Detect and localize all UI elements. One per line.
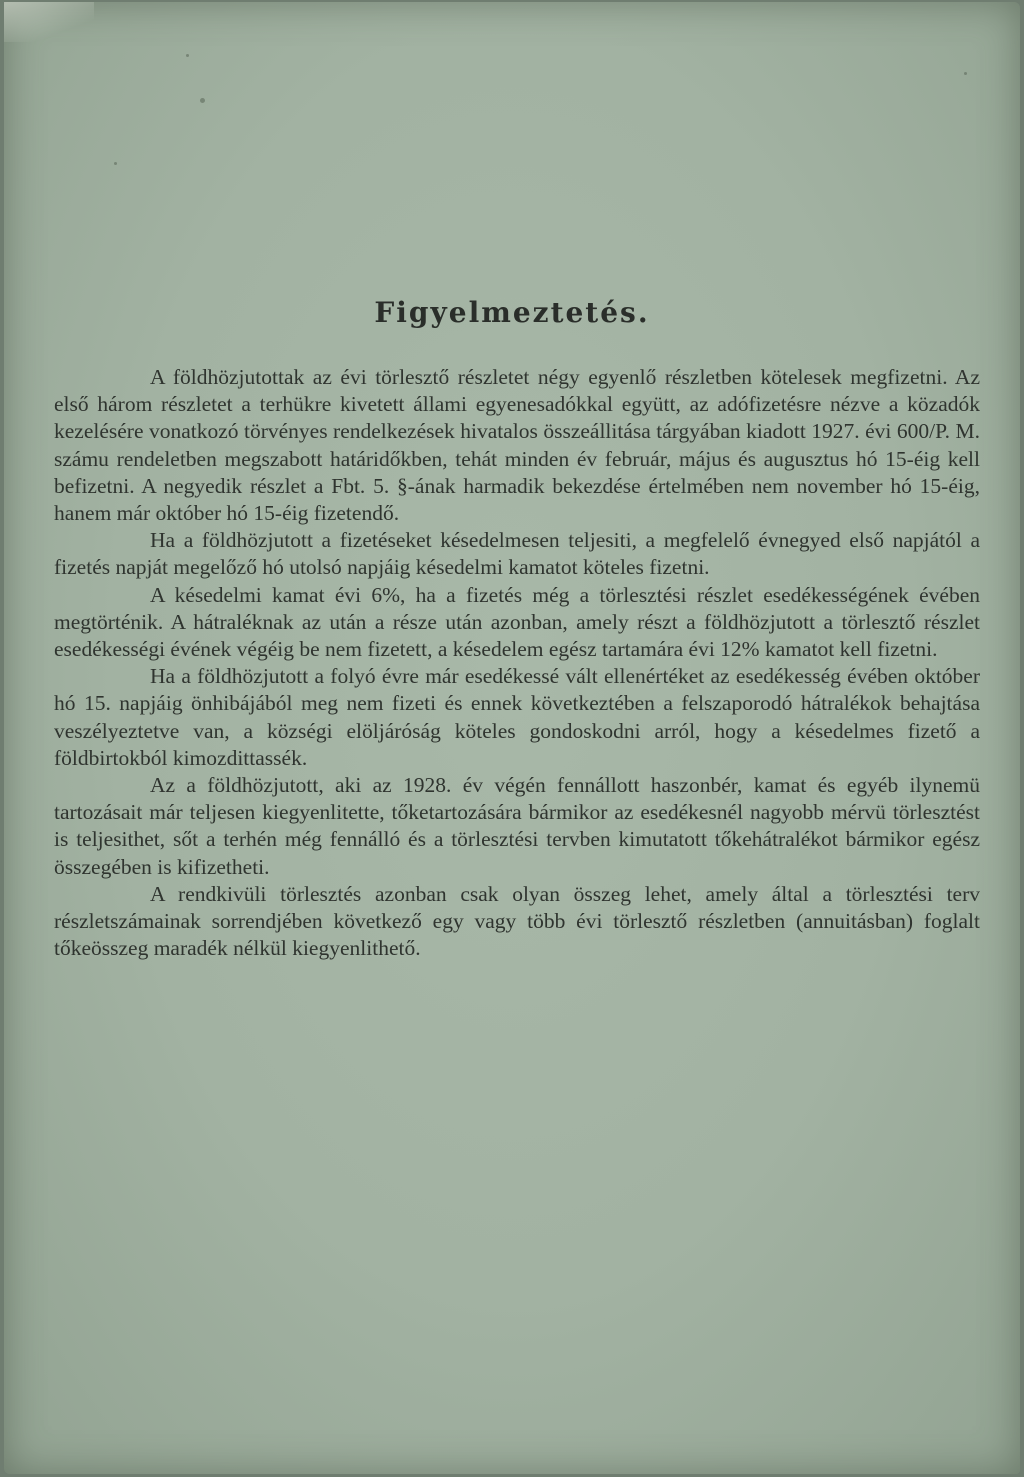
ink-speck xyxy=(186,54,189,57)
ink-speck xyxy=(964,72,967,75)
paragraph: A késedelmi kamat évi 6%, ha a fizetés még a törlesztési részlet esedékességének évében megtörténik. A hátraléknak az után a része után azonban, amely részt a földhözjutott a törlesztő részlet esedékességi évének végéig be nem fizetett, a késedelem egész tartamára évi 12% kamatot kell fizetni. xyxy=(54,582,980,662)
ink-speck xyxy=(114,162,117,165)
paragraph: Ha a földhözjutott a folyó évre már esedékessé vált ellenértéket az esedékesség évében október hó 15. napjáig önhibájából meg nem fizeti és ennek következtében a felszaporodó hátralékok behajtása veszélyeztetve van, a községi elöljáróság köteles gondoskodni arról, hogy a késedelmes fizető a földbirtokból kimozdittassék. xyxy=(54,664,980,770)
ink-speck xyxy=(200,98,205,103)
page-title: Figyelmeztetés. xyxy=(374,296,650,329)
worn-corner xyxy=(4,2,94,42)
paragraph: Ha a földhözjutott a fizetéseket késedelmesen teljesiti, a megfelelő évnegyed első napjától a fizetés napját megelőző hó utolsó napjáig késedelmi kamatot köteles fizetni. xyxy=(54,528,980,580)
paragraph: A földhözjutottak az évi törlesztő részletet négy egyenlő részletben kötelesek megfizetni. Az első három részletet a terhükre kivetett állami egyenesadókkal együtt, az adófizetésre nézve a közadók kezelésére vonatkozó törvényes rendelkezések hivatalos összeállitása tárgyában kiadott 1927. évi 600/P. M. számu rendeletben megszabott határidőkben, tehát minden év február, május és augusztus hó 15-éig kell befizetni. A negyedik részlet a Fbt. 5. §-ának harmadik bekezdése értelmében nem november hó 15-éig, hanem már október hó 15-éig fizetendő. xyxy=(54,365,980,526)
document-page xyxy=(4,2,1020,1474)
paragraph: A rendkivüli törlesztés azonban csak olyan összeg lehet, amely által a törlesztési terv részletszámainak sorrendjében következő egy vagy több évi törlesztő részletben (annuitásban) foglalt tőkeösszeg maradék nélkül kiegyenlithető. xyxy=(54,881,980,961)
document-body xyxy=(54,364,980,962)
paragraph: Az a földhözjutott, aki az 1928. év végén fennállott haszonbér, kamat és egyéb ilynemü tartozásait már teljesen kiegyenlitette, tőketartozására bármikor az esedékesnél nagyobb mérvü törlesztést is teljesithet, sőt a terhén még fennálló és a törlesztési tervben kimutatott tőkehátralékot bármikor egész összegében is kifizetheti. xyxy=(54,773,980,879)
